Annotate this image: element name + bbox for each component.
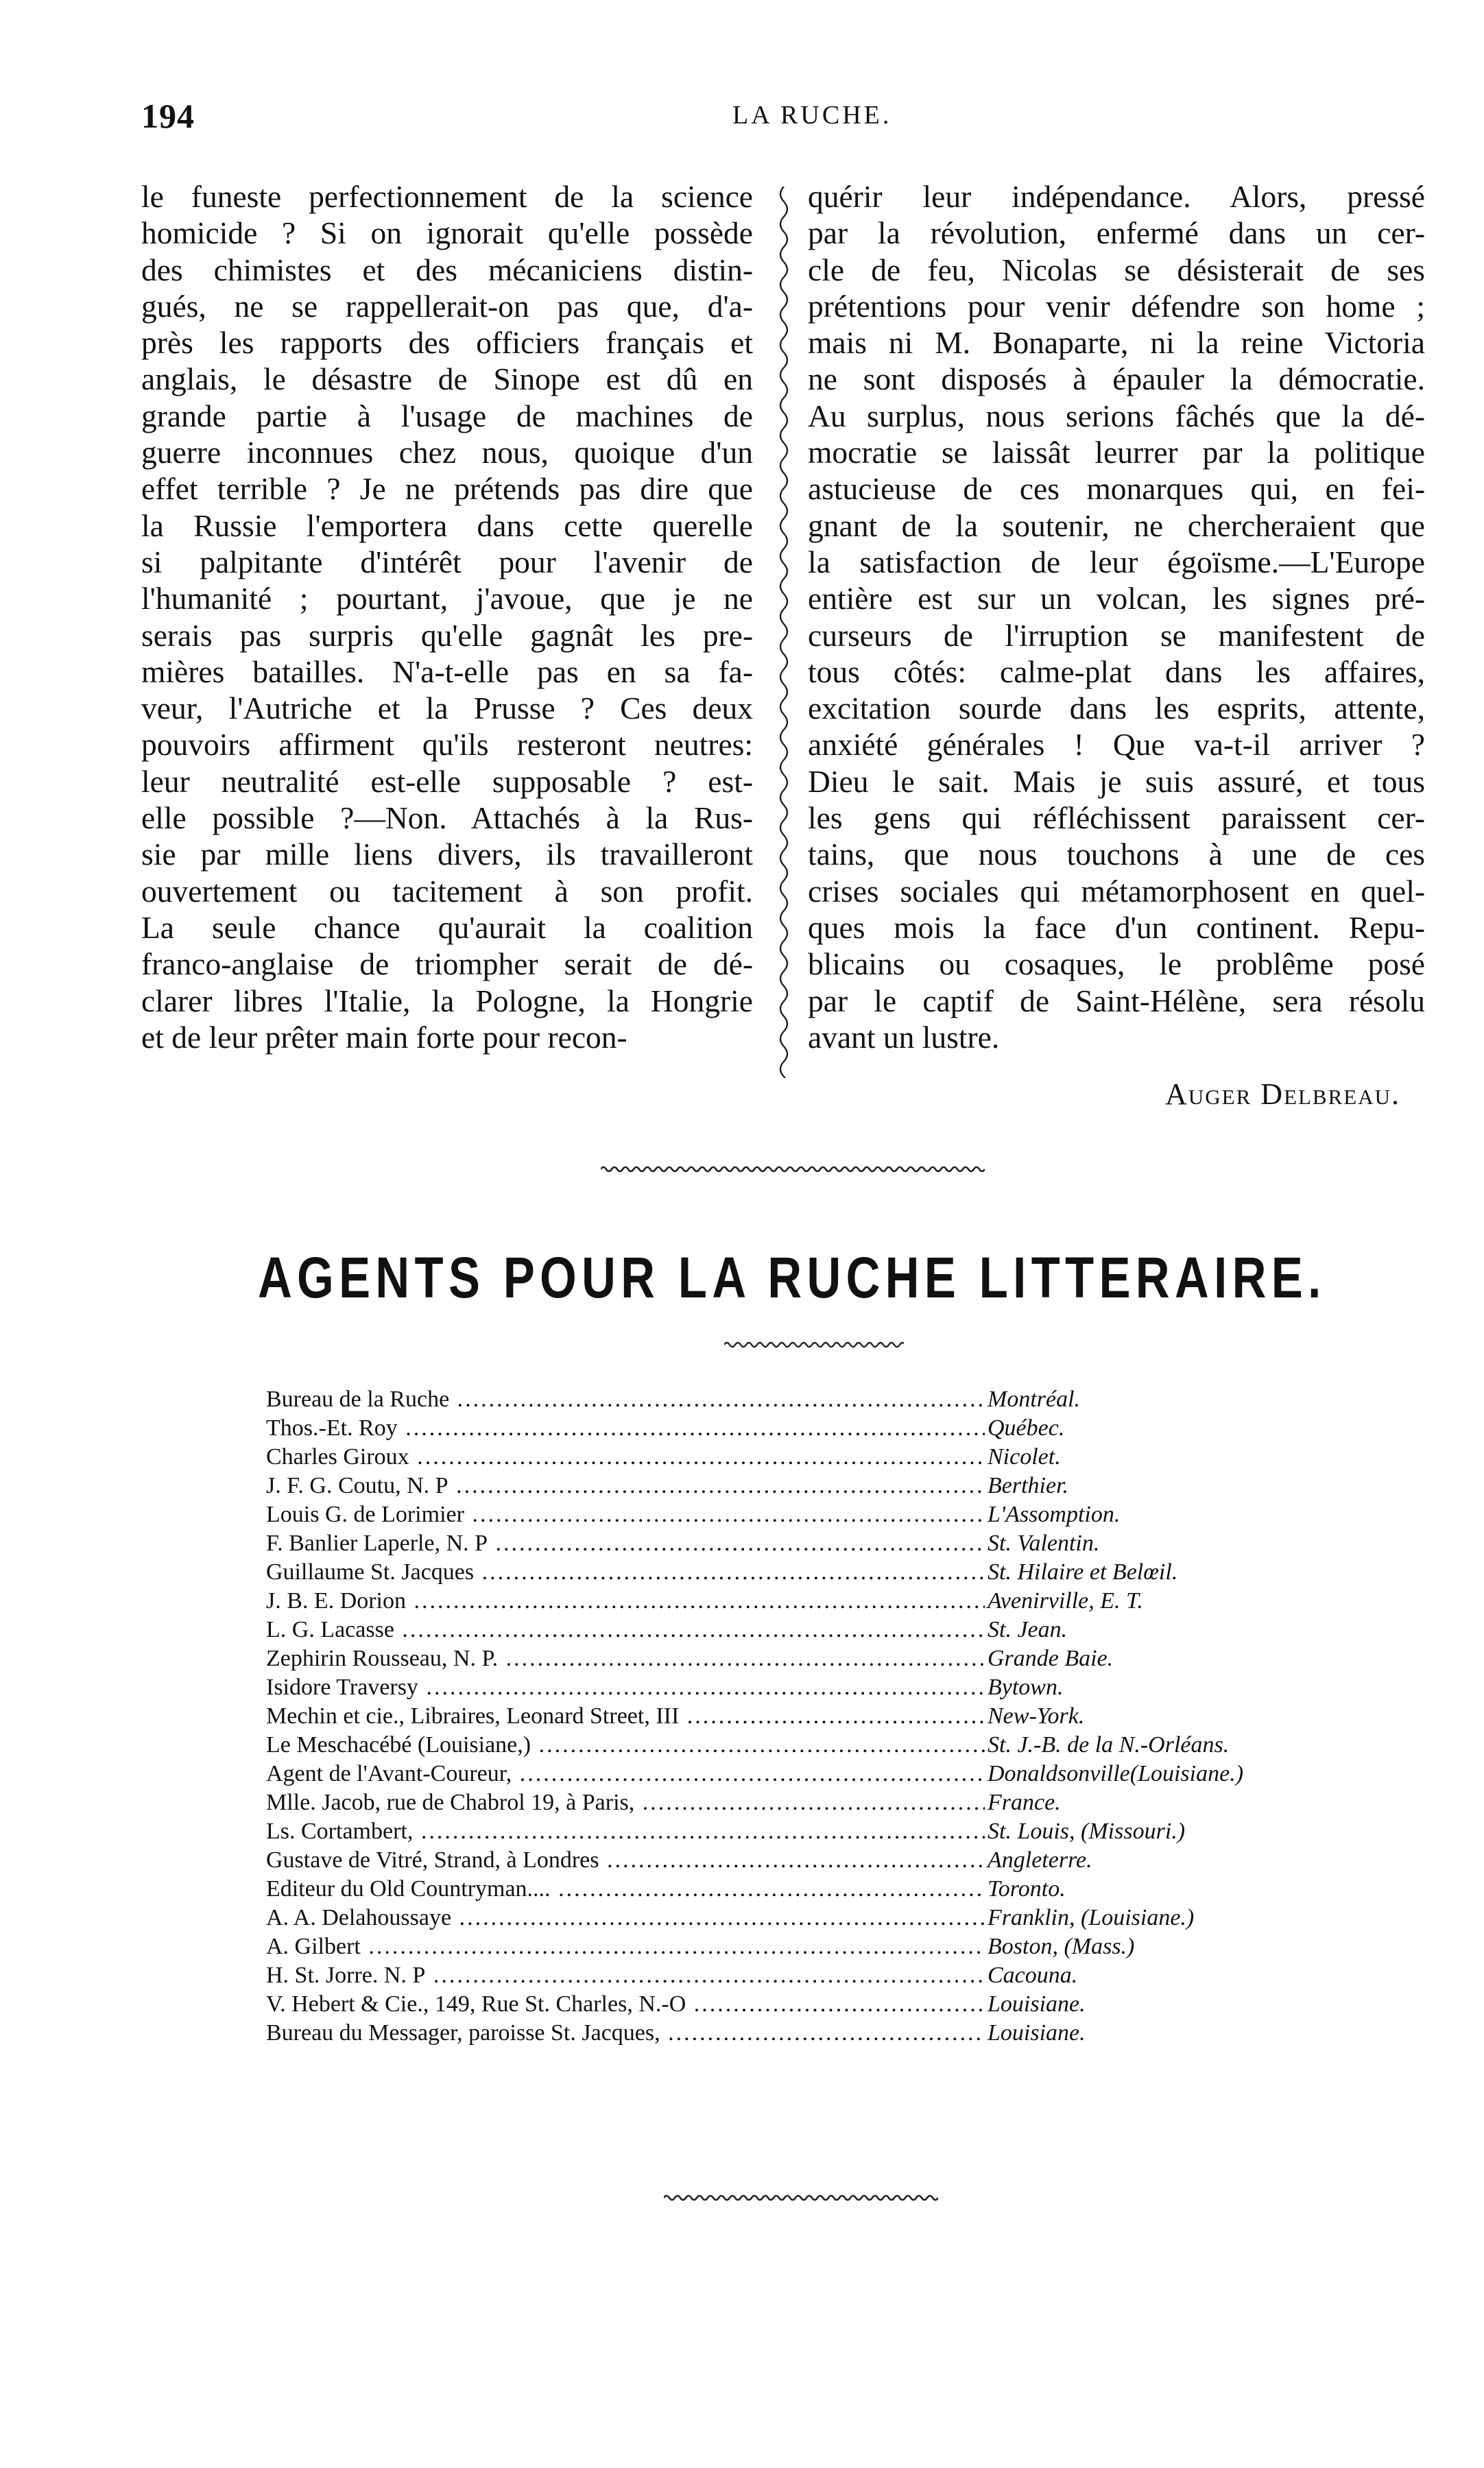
agent-place: Franklin, (Louisiane.)	[988, 1905, 1195, 1930]
right-column	[808, 178, 1425, 1055]
agent-row	[266, 1472, 1336, 1500]
text-line: gués, ne se rappellerait-on pas que, d'a-	[141, 288, 753, 324]
agent-name	[266, 1587, 985, 1616]
agent-place: Nicolet.	[988, 1444, 1061, 1470]
text-line: avant un lustre.	[808, 1019, 1000, 1055]
agent-place: Grande Baie.	[988, 1646, 1114, 1671]
closing-wavy-rule	[664, 2191, 938, 2203]
agent-row	[266, 1760, 1336, 1788]
agent-name-text: Thos.-Et. Roy	[266, 1415, 398, 1441]
agent-row	[266, 1587, 1336, 1616]
agent-place: Boston, (Mass.)	[988, 1934, 1135, 1959]
agent-row	[266, 1702, 1336, 1731]
text-line: Au surplus, nous serions fâchés que la dé-	[808, 398, 1425, 433]
agent-name	[266, 1846, 985, 1875]
agent-place: St. Valentin.	[988, 1531, 1100, 1556]
text-line: ques mois la face d'un continent. Repu-	[808, 909, 1425, 945]
agent-name	[266, 1529, 985, 1558]
text-line: pouvoirs affirment qu'ils resteront neutres:	[141, 727, 753, 763]
text-line: quérir leur indépendance. Alors, pressé	[808, 179, 1425, 214]
agent-name-text: J. B. E. Dorion	[266, 1588, 406, 1614]
agent-place: Montréal.	[988, 1387, 1081, 1412]
agent-row	[266, 1644, 1336, 1673]
agent-row	[266, 1875, 1336, 1904]
text-line: mocratie se laissât leurrer par la politique	[808, 435, 1425, 470]
agent-place: Avenirville, E. T.	[988, 1588, 1143, 1614]
text-line: franco-anglaise de triompher serait de dé-	[141, 946, 753, 982]
agent-name-text: Charles Giroux	[266, 1444, 409, 1470]
agent-name-text: Mlle. Jacob, rue de Chabrol 19, à Paris,	[266, 1790, 635, 1815]
agent-row	[266, 1817, 1336, 1846]
text-line: les gens qui réfléchissent paraissent cer-	[808, 800, 1425, 836]
agent-name	[266, 1558, 985, 1587]
agent-name-text: A. A. Delahoussaye	[266, 1905, 452, 1930]
text-line: guerre inconnues chez nous, quoique d'un	[141, 435, 753, 470]
agent-name-text: F. Banlier Laperle, N. P	[266, 1531, 488, 1556]
text-line: grande partie à l'usage de machines de	[141, 398, 753, 433]
agent-name-text: Gustave de Vitré, Strand, à Londres	[266, 1847, 599, 1873]
text-line: curseurs de l'irruption se manifestent de	[808, 617, 1425, 653]
agent-row	[266, 1990, 1336, 2019]
text-line: tous côtés: calme-plat dans les affaires,	[808, 654, 1425, 689]
agent-name-text: H. St. Jorre. N. P	[266, 1963, 426, 1988]
text-line: gnant de la soutenir, ne chercheraient que	[808, 507, 1425, 543]
agent-row	[266, 1961, 1336, 1990]
agent-place: Québec.	[988, 1415, 1065, 1441]
agent-name-text: Bureau du Messager, paroisse St. Jacques,	[266, 2020, 660, 2046]
agent-row	[266, 2019, 1336, 2048]
agent-place: New-York.	[988, 1703, 1085, 1729]
author-signature: Auger Delbreau.	[1165, 1077, 1400, 1111]
agent-name-text: Louis G. de Lorimier	[266, 1502, 464, 1527]
text-line: la Russie l'emportera dans cette querelle	[141, 507, 753, 543]
agent-row	[266, 1904, 1336, 1932]
agent-place: Berthier.	[988, 1473, 1069, 1498]
agent-name	[266, 1817, 985, 1846]
agent-place: Toronto.	[988, 1876, 1066, 1902]
ornamental-wavy-rule	[601, 1162, 985, 1176]
agent-place: L'Assomption.	[988, 1502, 1121, 1527]
agent-name	[266, 1385, 985, 1414]
agent-row	[266, 1731, 1336, 1760]
agent-name	[266, 1932, 985, 1961]
text-line: veur, l'Autriche et la Prusse ? Ces deux	[141, 691, 753, 726]
column-divider-wavy-rule	[770, 187, 798, 1078]
agent-name	[266, 1414, 985, 1443]
agent-place: Louisiane.	[988, 1991, 1086, 2017]
text-line: astucieuse de ces monarques qui, en fei-	[808, 471, 1425, 507]
agent-row	[266, 1500, 1336, 1529]
left-column	[141, 178, 753, 1055]
agent-name-text: Mechin et cie., Libraires, Leonard Street, III	[266, 1703, 680, 1729]
agent-place: France.	[988, 1790, 1061, 1815]
text-line: près les rapports des officiers français et	[141, 325, 753, 361]
text-line: mières batailles. N'a-t-elle pas en sa fa-	[141, 654, 753, 689]
agent-place: Bytown.	[988, 1675, 1064, 1700]
agent-name	[266, 1702, 985, 1731]
agent-name-text: A. Gilbert	[266, 1934, 361, 1959]
agent-name-text: Bureau de la Ruche	[266, 1387, 450, 1412]
text-line: sie par mille liens divers, ils travailleront	[141, 837, 753, 872]
agent-name	[266, 1788, 985, 1817]
agent-place: Donaldsonville(Louisiane.)	[988, 1761, 1244, 1786]
agent-row	[266, 1616, 1336, 1644]
agent-name	[266, 1472, 985, 1500]
agent-name	[266, 1961, 985, 1990]
agent-name	[266, 1500, 985, 1529]
text-line: par le captif de Saint-Hélène, sera résolu	[808, 983, 1425, 1018]
agent-name-text: Isidore Traversy	[266, 1675, 418, 1700]
agents-list	[266, 1385, 1336, 2048]
text-line: prétentions pour venir défendre son home ;	[808, 288, 1425, 324]
agent-row	[266, 1443, 1336, 1472]
agent-name	[266, 1875, 985, 1904]
agent-name-text: Guillaume St. Jacques	[266, 1559, 475, 1585]
text-line: elle possible ?—Non. Attachés à la Rus-	[141, 800, 753, 836]
agent-row	[266, 1846, 1336, 1875]
agent-name-text: Editeur du Old Countryman....	[266, 1876, 551, 1902]
article-text	[141, 178, 1431, 1125]
text-line: des chimistes et des mécaniciens distin-	[141, 252, 753, 287]
agent-name-text: J. F. G. Coutu, N. P	[266, 1473, 448, 1498]
agent-name	[266, 1673, 985, 1702]
text-line: serais pas surpris qu'elle gagnât les pre-	[141, 617, 753, 653]
running-header	[141, 96, 1431, 144]
agent-row	[266, 1414, 1336, 1443]
agent-row	[266, 1788, 1336, 1817]
text-line: cle de feu, Nicolas se désisterait de ses	[808, 252, 1425, 287]
agent-name	[266, 1904, 985, 1932]
text-line: si palpitante d'intérêt pour l'avenir de	[141, 544, 753, 579]
agent-name	[266, 1443, 985, 1472]
agent-name	[266, 1731, 985, 1760]
agent-name-text: V. Hebert & Cie., 149, Rue St. Charles, N.-O	[266, 1991, 686, 2017]
text-line: effet terrible ? Je ne prétends pas dire que	[141, 471, 753, 507]
text-line: clarer libres l'Italie, la Pologne, la Hongrie	[141, 983, 753, 1018]
agent-place: St. J.-B. de la N.-Orléans.	[988, 1732, 1230, 1758]
agent-place: Cacouna.	[988, 1963, 1078, 1988]
agent-place: St. Jean.	[988, 1617, 1068, 1642]
text-line: le funeste perfectionnement de la science	[141, 179, 753, 214]
text-line: mais ni M. Bonaparte, ni la reine Victoria	[808, 325, 1425, 361]
text-line: Dieu le sait. Mais je suis assuré, et tous	[808, 763, 1425, 799]
agent-name-text: Ls. Cortambert,	[266, 1819, 414, 1844]
page-number: 194	[141, 97, 195, 135]
text-line: par la révolution, enfermé dans un cer-	[808, 215, 1425, 251]
text-line: l'humanité ; pourtant, j'avoue, que je ne	[141, 581, 753, 616]
section-title: AGENTS POUR LA RUCHE LITTERAIRE.	[258, 1245, 1326, 1310]
text-line: leur neutralité est-elle supposable ? est-	[141, 763, 753, 799]
text-line: ouvertement ou tacitement à son profit.	[141, 873, 753, 909]
agent-place: Louisiane.	[988, 2020, 1086, 2046]
text-line: entière est sur un volcan, les signes pré-	[808, 581, 1425, 616]
text-line: homicide ? Si on ignorait qu'elle possède	[141, 215, 753, 251]
agent-name	[266, 1760, 985, 1788]
agent-name	[266, 1644, 985, 1673]
agent-row	[266, 1385, 1336, 1414]
agent-name-text: L. G. Lacasse	[266, 1617, 394, 1642]
agent-name-text: Zephirin Rousseau, N. P.	[266, 1646, 499, 1671]
agent-name-text: Le Meschacébé (Louisiane,)	[266, 1732, 531, 1758]
text-line: excitation sourde dans les esprits, attente,	[808, 691, 1425, 726]
agent-row	[266, 1529, 1336, 1558]
text-line: anxiété générales ! Que va-t-il arriver ?	[808, 727, 1425, 763]
agent-place: Angleterre.	[988, 1847, 1092, 1873]
agent-place: St. Louis, (Missouri.)	[988, 1819, 1186, 1844]
agent-place: St. Hilaire et Belœil.	[988, 1559, 1178, 1585]
agent-row	[266, 1932, 1336, 1961]
agent-row	[266, 1673, 1336, 1702]
text-line: anglais, le désastre de Sinope est dû en	[141, 361, 753, 397]
running-title: LA RUCHE.	[732, 101, 892, 130]
agent-name	[266, 1616, 985, 1644]
agent-name-text: Agent de l'Avant-Coureur,	[266, 1761, 512, 1786]
text-line: La seule chance qu'aurait la coalition	[141, 909, 753, 945]
agent-name	[266, 2019, 985, 2048]
text-line: crises sociales qui métamorphosent en quel-	[808, 873, 1425, 909]
text-line: et de leur prêter main forte pour recon-	[141, 1019, 627, 1055]
text-line: tains, que nous touchons à une de ces	[808, 837, 1425, 872]
agent-name	[266, 1990, 985, 2019]
title-wavy-rule	[724, 1338, 904, 1350]
text-line: ne sont disposés à épauler la démocratie.	[808, 361, 1425, 397]
agent-row	[266, 1558, 1336, 1587]
text-line: la satisfaction de leur égoïsme.—L'Europe	[808, 544, 1425, 579]
text-line: blicains ou cosaques, le problême posé	[808, 946, 1425, 982]
